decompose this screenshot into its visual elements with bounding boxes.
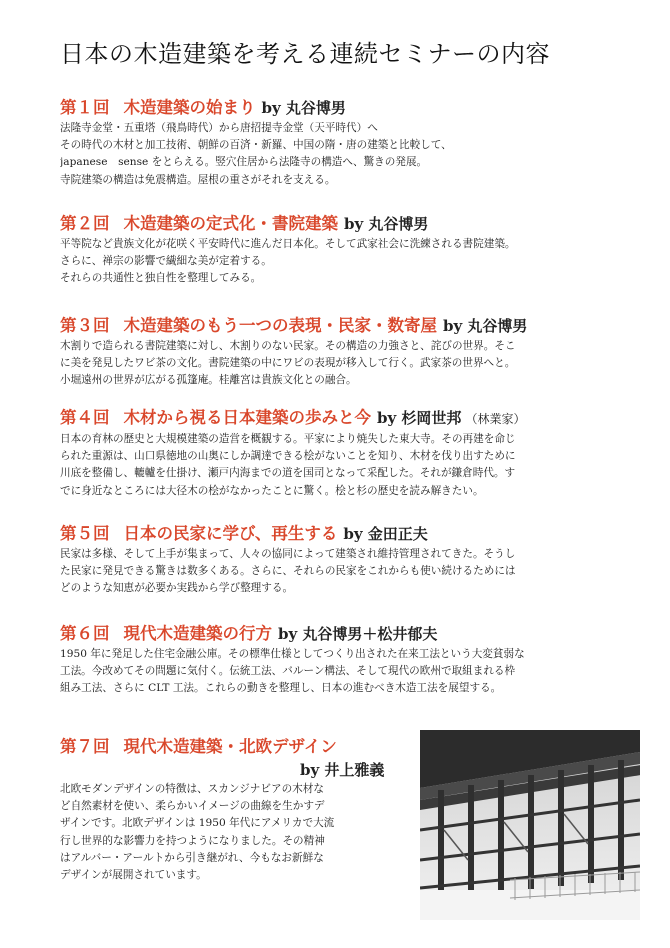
session-description — [60, 781, 410, 884]
session-title: 木材から視る日本建築の歩みと今 — [123, 408, 371, 427]
session-description — [60, 120, 640, 189]
description-line: ザインです。北欧デザインは 1950 年代にアメリカで大流 — [60, 817, 335, 830]
session-number: 第５回 — [60, 524, 110, 543]
description-line: でに身近なところには大径木の桧がなかったことに驚く。桧と杉の歴史を読み解きたい。 — [60, 484, 484, 497]
session-speaker: by 丸谷博男 — [344, 215, 429, 233]
session-title: 木造建築のもう一つの表現・民家・数寄屋 — [123, 316, 437, 335]
session-speaker: by 井上雅義 — [300, 761, 385, 779]
session-number: 第３回 — [60, 316, 110, 335]
description-line: デザインが展開されています。 — [60, 869, 207, 882]
description-line: に美を発見したワビ茶の文化。書院建築の中にワビの表現が移入して行く。武家茶の世界へと。 — [60, 357, 516, 370]
session-3 — [60, 314, 640, 390]
description-line: 平等院など貴族文化が花咲く平安時代に進んだ日本化。そして武家社会に洗練される書院建築。 — [60, 238, 516, 250]
session-heading — [60, 522, 640, 546]
page-title: 日本の木造建築を考える連続セミナーの内容 — [60, 40, 550, 68]
description-line: japanese sense をとらえる。竪穴住居から法隆寺の構造へ、驚きの発展。 — [60, 156, 428, 169]
session-speaker: by 杉岡世邦 — [377, 409, 462, 427]
description-line: 法隆寺金堂・五重塔（飛鳥時代）から唐招提寺金堂（天平時代）へ — [60, 122, 378, 134]
speaker-affiliation: （林業家） — [465, 412, 526, 426]
session-title: 日本の民家に学び、再生する — [123, 524, 338, 543]
session-heading — [60, 212, 640, 236]
session-speaker: by 金田正夫 — [343, 525, 428, 543]
session-heading — [60, 622, 640, 646]
session-title: 木造建築の始まり — [123, 98, 256, 117]
session-1 — [60, 96, 640, 189]
session-heading — [60, 406, 640, 431]
session-2 — [60, 212, 640, 288]
description-line: それらの共通性と独自性を整理してみる。 — [60, 272, 262, 285]
session-number: 第６回 — [60, 624, 110, 643]
description-line: 民家は多様、そして上手が集まって、人々の協同によって建築され維持管理されてきた。そうし — [60, 548, 516, 560]
description-line: ど自然素材を使い、柔らかいイメージの曲線を生かすデ — [60, 800, 325, 813]
session-title: 現代木造建築の行方 — [123, 624, 272, 643]
session-title: 現代木造建築・北欧デザイン — [123, 737, 337, 756]
session-number: 第１回 — [60, 98, 110, 117]
description-line: 行し世界的な影響力を持つようになりました。その精神 — [60, 834, 325, 847]
temple-illustration — [420, 730, 640, 920]
description-line: 日本の育林の歴史と大規模建築の造営を概観する。平家により焼失した東大寺。その再建を命じ — [60, 433, 516, 445]
description-line: 川底を整備し、轆轤を仕掛け、瀬戸内海までの道を国司となって采配した。それが鎌倉時代。す — [60, 467, 516, 480]
session-heading — [60, 96, 640, 120]
description-line: 工法。今改めてその問題に気付く。伝統工法、バルーン構法、そして現代の欧州で取組まれる枠 — [60, 665, 516, 678]
session-number: 第２回 — [60, 214, 110, 233]
session-speaker: by 丸谷博男 — [261, 99, 346, 117]
description-line: 北欧モダンデザインの特徴は、スカンジナビアの木材な — [60, 783, 324, 795]
session-5 — [60, 522, 640, 598]
session-number: 第７回 — [60, 737, 110, 756]
description-line: その時代の木材と加工技術、朝鮮の百済・新羅、中国の隋・唐の建築と比較して、 — [60, 139, 452, 152]
description-line: た民家に発見できる驚きは数多くある。さらに、それらの民家をこれからも使い続けるためには — [60, 565, 516, 578]
description-line: 1950 年に発足した住宅金融公庫。その標準仕様としてつくり出された在来工法という大変貧弱な — [60, 648, 525, 660]
session-4 — [60, 406, 640, 500]
description-line: 寺院建築の構造は免震構造。屋根の重さがそれを支える。 — [60, 173, 336, 186]
session-description — [60, 431, 640, 500]
description-line: 組み工法、さらに CLT 工法。これらの動きを整理し、日本の進むべき木造工法を展望する。 — [60, 682, 502, 695]
session-description — [60, 338, 640, 390]
wooden-temple-photo — [420, 730, 640, 920]
session-heading — [60, 314, 640, 338]
session-6 — [60, 622, 640, 698]
description-line: さらに、禅宗の影響で繊細な美が定着する。 — [60, 255, 272, 268]
description-line: はアルバー・アールトから引き継がれ、今もなお新鮮な — [60, 851, 324, 864]
session-title: 木造建築の定式化・書院建築 — [123, 214, 338, 233]
session-speaker: by 丸谷博男＋松井郁夫 — [278, 625, 438, 643]
session-number: 第４回 — [60, 408, 110, 427]
session-speaker: by 丸谷博男 — [443, 317, 528, 335]
description-line: 木割りで造られる書院建築に対し、木割りのない民家。その構造の力強さと、詫びの世界。そこ — [60, 340, 516, 352]
description-line: 小堀遠州の世界が広がる孤篷庵。桂離宮は貴族文化との融合。 — [60, 374, 357, 387]
session-description — [60, 546, 640, 598]
description-line: どのような知恵が必要か実践から学び整理する。 — [60, 582, 294, 595]
description-line: られた重源は、山口県徳地の山奥にしか調達できる桧がないことを知り、木材を伐り出すために — [60, 450, 516, 463]
session-description — [60, 646, 640, 698]
session-description — [60, 236, 640, 288]
